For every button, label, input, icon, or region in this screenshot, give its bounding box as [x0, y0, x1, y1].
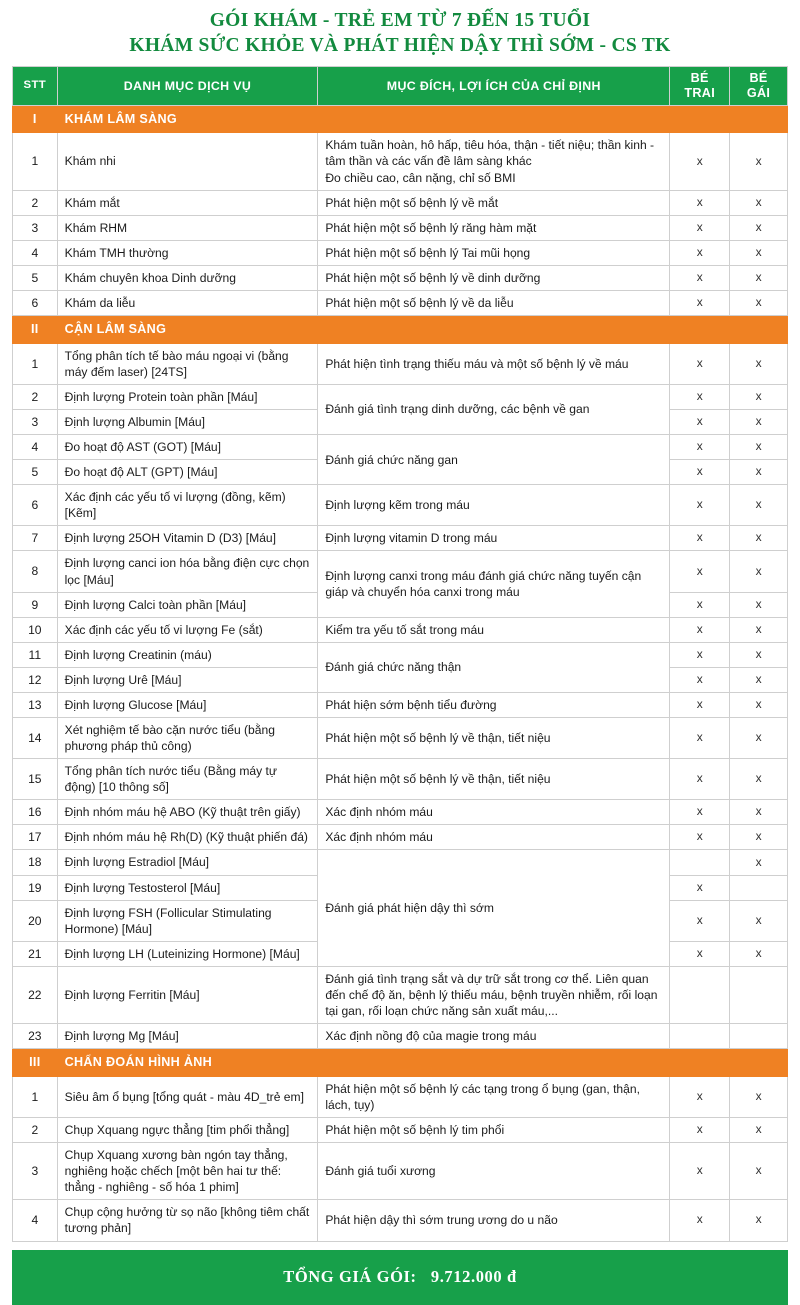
- column-header-girl: [730, 66, 788, 105]
- row-service-name: Định lượng Ferritin [Máu]: [57, 966, 318, 1023]
- section-blank-purpose: [318, 105, 670, 133]
- row-mark-girl: x: [730, 384, 788, 409]
- column-header-girl-line1: BÉ: [749, 70, 768, 85]
- table-row: [13, 384, 788, 409]
- table-row: [13, 850, 788, 875]
- row-mark-boy: x: [670, 642, 730, 667]
- row-mark-boy: x: [670, 1118, 730, 1143]
- row-stt: 23: [13, 1024, 58, 1049]
- row-stt: 8: [13, 551, 58, 592]
- row-purpose: Phát hiện một số bệnh lý các tạng trong ổ bụng (gan, thận, lách, tụy): [318, 1076, 670, 1117]
- row-mark-boy: x: [670, 190, 730, 215]
- row-service-name: Chụp Xquang ngực thẳng [tim phổi thẳng]: [57, 1118, 318, 1143]
- column-header-purpose: MỤC ĐÍCH, LỢI ÍCH CỦA CHỈ ĐỊNH: [318, 66, 670, 105]
- row-mark-girl: x: [730, 485, 788, 526]
- row-mark-girl: x: [730, 240, 788, 265]
- row-stt: 16: [13, 800, 58, 825]
- section-blank-girl: [730, 105, 788, 133]
- row-mark-girl: x: [730, 1076, 788, 1117]
- row-mark-boy: x: [670, 485, 730, 526]
- row-stt: 1: [13, 343, 58, 384]
- row-purpose: Xác định nồng độ của magie trong máu: [318, 1024, 670, 1049]
- row-service-name: Định lượng LH (Luteinizing Hormone) [Máu]: [57, 941, 318, 966]
- row-service-name: Định lượng Albumin [Máu]: [57, 409, 318, 434]
- row-mark-boy: x: [670, 692, 730, 717]
- row-mark-boy: x: [670, 409, 730, 434]
- row-stt: 12: [13, 667, 58, 692]
- row-mark-girl: x: [730, 642, 788, 667]
- row-mark-boy: x: [670, 717, 730, 758]
- row-mark-girl: x: [730, 190, 788, 215]
- section-blank-purpose: [318, 1049, 670, 1077]
- row-mark-girl: x: [730, 592, 788, 617]
- section-row: [13, 1049, 788, 1077]
- table-header: [13, 66, 788, 105]
- column-header-boy-line2: TRAI: [684, 85, 716, 100]
- row-stt: 6: [13, 485, 58, 526]
- row-service-name: Khám mắt: [57, 190, 318, 215]
- row-mark-girl: x: [730, 133, 788, 190]
- table-row: [13, 1118, 788, 1143]
- row-mark-boy: x: [670, 1143, 730, 1200]
- row-service-name: Tổng phân tích nước tiểu (Bằng máy tự động) [10 thông số]: [57, 759, 318, 800]
- section-blank-boy: [670, 315, 730, 343]
- table-row: [13, 1076, 788, 1117]
- row-service-name: Định lượng canci ion hóa bằng điện cực chọn lọc [Máu]: [57, 551, 318, 592]
- table-row: [13, 343, 788, 384]
- row-service-name: Khám TMH thường: [57, 240, 318, 265]
- row-stt: 15: [13, 759, 58, 800]
- row-mark-girl: x: [730, 215, 788, 240]
- row-purpose: Xác định nhóm máu: [318, 825, 670, 850]
- row-stt: 14: [13, 717, 58, 758]
- row-purpose: Định lượng vitamin D trong máu: [318, 526, 670, 551]
- row-service-name: Khám RHM: [57, 215, 318, 240]
- row-stt: 3: [13, 1143, 58, 1200]
- row-stt: 21: [13, 941, 58, 966]
- row-purpose: Đánh giá tình trạng sắt và dự trữ sắt trong cơ thể. Liên quan đến chế độ ăn, bệnh lý thiếu máu, bệnh truyền nhiễm, rối loạn tại gan, rối loạn chức năng sản xuất máu,...: [318, 966, 670, 1023]
- row-purpose: Kiểm tra yếu tố sắt trong máu: [318, 617, 670, 642]
- row-purpose: Phát hiện một số bệnh lý tim phổi: [318, 1118, 670, 1143]
- total-price-banner: [12, 1250, 788, 1305]
- table-row: [13, 526, 788, 551]
- row-mark-girl: [730, 966, 788, 1023]
- table-row: [13, 617, 788, 642]
- row-purpose: Phát hiện một số bệnh lý Tai mũi họng: [318, 240, 670, 265]
- table-row: [13, 1024, 788, 1049]
- table-row: [13, 215, 788, 240]
- row-mark-boy: x: [670, 941, 730, 966]
- row-mark-boy: x: [670, 667, 730, 692]
- table-row: [13, 825, 788, 850]
- row-purpose: Phát hiện một số bệnh lý về thận, tiết niệu: [318, 717, 670, 758]
- row-stt: 19: [13, 875, 58, 900]
- row-mark-boy: x: [670, 800, 730, 825]
- column-header-boy-line1: BÉ: [690, 70, 709, 85]
- column-header-stt: STT: [13, 66, 58, 105]
- row-service-name: Định lượng Mg [Máu]: [57, 1024, 318, 1049]
- table-header-row: [13, 66, 788, 105]
- row-stt: 10: [13, 617, 58, 642]
- row-service-name: Định lượng Creatinin (máu): [57, 642, 318, 667]
- row-purpose: Đánh giá phát hiện dậy thì sớm: [318, 850, 670, 966]
- row-service-name: Định lượng Glucose [Máu]: [57, 692, 318, 717]
- section-row: [13, 105, 788, 133]
- row-stt: 2: [13, 384, 58, 409]
- row-service-name: Siêu âm ổ bụng [tổng quát - màu 4D_trẻ em]: [57, 1076, 318, 1117]
- table-row: [13, 133, 788, 190]
- row-service-name: Định lượng FSH (Follicular Stimulating Hormone) [Máu]: [57, 900, 318, 941]
- total-price-label: TỔNG GIÁ GÓI:: [283, 1266, 417, 1286]
- row-mark-boy: x: [670, 1076, 730, 1117]
- section-number: III: [13, 1049, 58, 1077]
- table-row: [13, 642, 788, 667]
- row-stt: 20: [13, 900, 58, 941]
- section-row: [13, 315, 788, 343]
- row-stt: 2: [13, 190, 58, 215]
- row-mark-boy: [670, 850, 730, 875]
- column-header-service: DANH MỤC DỊCH VỤ: [57, 66, 318, 105]
- row-purpose: Phát hiện dậy thì sớm trung ương do u não: [318, 1200, 670, 1241]
- row-mark-boy: x: [670, 435, 730, 460]
- service-table-wrapper: [0, 66, 800, 1242]
- table-row: [13, 692, 788, 717]
- row-service-name: Định lượng Urê [Máu]: [57, 667, 318, 692]
- row-service-name: Khám chuyên khoa Dinh dưỡng: [57, 265, 318, 290]
- row-mark-boy: x: [670, 900, 730, 941]
- row-purpose: Khám tuần hoàn, hô hấp, tiêu hóa, thận - tiết niệu; thần kinh - tâm thần và các vấn đề lâm sàng khác Đo chiều cao, cân nặng, chỉ số BMI: [318, 133, 670, 190]
- table-row: [13, 265, 788, 290]
- page-title: [0, 0, 800, 66]
- row-mark-girl: x: [730, 692, 788, 717]
- row-purpose: Phát hiện một số bệnh lý về dinh dưỡng: [318, 265, 670, 290]
- row-mark-girl: x: [730, 1143, 788, 1200]
- row-stt: 4: [13, 1200, 58, 1241]
- title-line-1: GÓI KHÁM - TRẺ EM TỪ 7 ĐẾN 15 TUỔI: [209, 10, 591, 31]
- row-mark-girl: [730, 1024, 788, 1049]
- row-stt: 4: [13, 240, 58, 265]
- row-service-name: Định lượng Protein toàn phần [Máu]: [57, 384, 318, 409]
- row-stt: 7: [13, 526, 58, 551]
- row-mark-boy: x: [670, 384, 730, 409]
- row-mark-boy: x: [670, 592, 730, 617]
- service-table: [12, 66, 788, 1242]
- row-service-name: Xác định các yếu tố vi lượng Fe (sắt): [57, 617, 318, 642]
- row-stt: 22: [13, 966, 58, 1023]
- row-stt: 3: [13, 409, 58, 434]
- row-purpose: Phát hiện một số bệnh lý về mắt: [318, 190, 670, 215]
- row-service-name: Đo hoạt độ AST (GOT) [Máu]: [57, 435, 318, 460]
- section-blank-purpose: [318, 315, 670, 343]
- row-mark-girl: x: [730, 409, 788, 434]
- row-mark-boy: x: [670, 343, 730, 384]
- row-purpose: Phát hiện một số bệnh lý về da liễu: [318, 290, 670, 315]
- section-blank-boy: [670, 105, 730, 133]
- table-row: [13, 290, 788, 315]
- row-purpose: Định lượng canxi trong máu đánh giá chức năng tuyến cận giáp và chuyển hóa canxi trong máu: [318, 551, 670, 617]
- row-stt: 13: [13, 692, 58, 717]
- row-service-name: Chụp Xquang xương bàn ngón tay thẳng, nghiêng hoặc chếch [một bên hai tư thế: thẳng - nghiêng - số hóa 1 phim]: [57, 1143, 318, 1200]
- row-mark-girl: x: [730, 435, 788, 460]
- total-price-amount: 9.712.000 đ: [430, 1266, 517, 1286]
- row-purpose: Đánh giá chức năng thận: [318, 642, 670, 692]
- row-purpose: Phát hiện một số bệnh lý về thận, tiết niệu: [318, 759, 670, 800]
- row-mark-girl: x: [730, 800, 788, 825]
- row-mark-boy: x: [670, 265, 730, 290]
- row-mark-boy: x: [670, 460, 730, 485]
- table-row: [13, 190, 788, 215]
- row-service-name: Đo hoạt độ ALT (GPT) [Máu]: [57, 460, 318, 485]
- row-purpose: Phát hiện một số bệnh lý răng hàm mặt: [318, 215, 670, 240]
- section-blank-girl: [730, 1049, 788, 1077]
- row-mark-boy: x: [670, 526, 730, 551]
- row-service-name: Xác định các yếu tố vi lượng (đồng, kẽm) [Kẽm]: [57, 485, 318, 526]
- title-line-2: KHÁM SỨC KHỎE VÀ PHÁT HIỆN DẬY THÌ SỚM - CS TK: [129, 34, 671, 56]
- row-stt: 9: [13, 592, 58, 617]
- table-row: [13, 800, 788, 825]
- row-stt: 1: [13, 1076, 58, 1117]
- column-header-girl-line2: GÁI: [746, 85, 771, 100]
- row-stt: 5: [13, 460, 58, 485]
- row-service-name: Định nhóm máu hệ ABO (Kỹ thuật trên giấy): [57, 800, 318, 825]
- section-blank-girl: [730, 315, 788, 343]
- row-mark-girl: x: [730, 343, 788, 384]
- row-purpose: Xác định nhóm máu: [318, 800, 670, 825]
- row-mark-boy: x: [670, 617, 730, 642]
- row-mark-girl: x: [730, 265, 788, 290]
- row-purpose: Phát hiện tình trạng thiếu máu và một số bệnh lý về máu: [318, 343, 670, 384]
- row-mark-boy: x: [670, 825, 730, 850]
- row-service-name: Định lượng Estradiol [Máu]: [57, 850, 318, 875]
- table-row: [13, 240, 788, 265]
- table-row: [13, 435, 788, 460]
- section-number: II: [13, 315, 58, 343]
- row-mark-girl: [730, 875, 788, 900]
- row-service-name: Khám da liễu: [57, 290, 318, 315]
- section-number: I: [13, 105, 58, 133]
- row-purpose: Phát hiện sớm bệnh tiểu đường: [318, 692, 670, 717]
- row-mark-boy: x: [670, 290, 730, 315]
- row-mark-boy: [670, 1024, 730, 1049]
- row-mark-boy: x: [670, 215, 730, 240]
- row-stt: 6: [13, 290, 58, 315]
- row-purpose: Đánh giá tuổi xương: [318, 1143, 670, 1200]
- row-service-name: Định lượng 25OH Vitamin D (D3) [Máu]: [57, 526, 318, 551]
- row-stt: 5: [13, 265, 58, 290]
- section-label: CẬN LÂM SÀNG: [57, 315, 318, 343]
- row-mark-girl: x: [730, 1118, 788, 1143]
- row-mark-girl: x: [730, 825, 788, 850]
- row-stt: 1: [13, 133, 58, 190]
- table-row: [13, 485, 788, 526]
- row-mark-boy: x: [670, 875, 730, 900]
- section-label: CHẨN ĐOÁN HÌNH ẢNH: [57, 1049, 318, 1077]
- row-mark-girl: x: [730, 1200, 788, 1241]
- row-service-name: Chụp cộng hưởng từ sọ não [không tiêm chất tương phản]: [57, 1200, 318, 1241]
- row-stt: 17: [13, 825, 58, 850]
- table-row: [13, 551, 788, 592]
- row-mark-girl: x: [730, 290, 788, 315]
- row-mark-boy: x: [670, 1200, 730, 1241]
- row-service-name: Định nhóm máu hệ Rh(D) (Kỹ thuật phiến đá): [57, 825, 318, 850]
- row-stt: 4: [13, 435, 58, 460]
- table-row: [13, 717, 788, 758]
- row-stt: 2: [13, 1118, 58, 1143]
- row-mark-girl: x: [730, 900, 788, 941]
- column-header-boy: [670, 66, 730, 105]
- row-mark-boy: x: [670, 133, 730, 190]
- table-row: [13, 966, 788, 1023]
- table-row: [13, 759, 788, 800]
- row-stt: 3: [13, 215, 58, 240]
- row-mark-girl: x: [730, 717, 788, 758]
- row-service-name: Định lượng Calci toàn phần [Máu]: [57, 592, 318, 617]
- row-stt: 18: [13, 850, 58, 875]
- table-body: [13, 105, 788, 1241]
- row-purpose: Định lượng kẽm trong máu: [318, 485, 670, 526]
- row-service-name: Khám nhi: [57, 133, 318, 190]
- row-mark-girl: x: [730, 526, 788, 551]
- row-mark-boy: x: [670, 551, 730, 592]
- row-service-name: Xét nghiệm tế bào cặn nước tiểu (bằng phương pháp thủ công): [57, 717, 318, 758]
- row-mark-girl: x: [730, 551, 788, 592]
- row-mark-girl: x: [730, 617, 788, 642]
- table-row: [13, 1200, 788, 1241]
- row-mark-boy: x: [670, 759, 730, 800]
- row-purpose: Đánh giá chức năng gan: [318, 435, 670, 485]
- row-mark-girl: x: [730, 759, 788, 800]
- row-stt: 11: [13, 642, 58, 667]
- row-mark-boy: [670, 966, 730, 1023]
- row-purpose: Đánh giá tình trạng dinh dưỡng, các bệnh về gan: [318, 384, 670, 434]
- table-row: [13, 1143, 788, 1200]
- row-mark-boy: x: [670, 240, 730, 265]
- section-label: KHÁM LÂM SÀNG: [57, 105, 318, 133]
- row-service-name: Định lượng Testosterol [Máu]: [57, 875, 318, 900]
- row-mark-girl: x: [730, 667, 788, 692]
- row-mark-girl: x: [730, 941, 788, 966]
- row-mark-girl: x: [730, 850, 788, 875]
- row-mark-girl: x: [730, 460, 788, 485]
- section-blank-boy: [670, 1049, 730, 1077]
- row-service-name: Tổng phân tích tế bào máu ngoại vi (bằng máy đếm laser) [24TS]: [57, 343, 318, 384]
